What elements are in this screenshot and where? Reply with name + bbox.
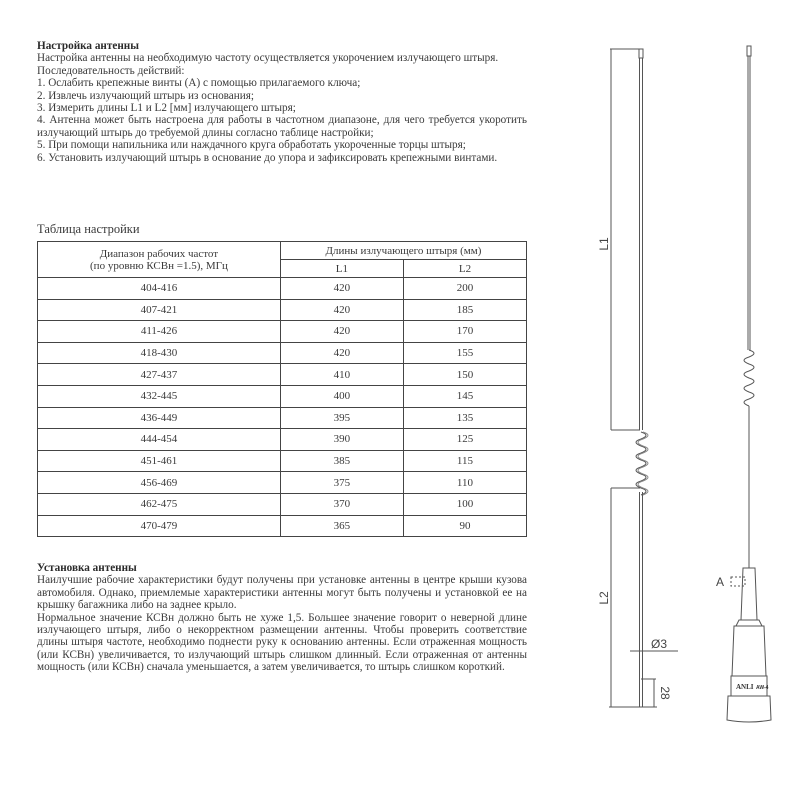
cell-range: 418-430 (38, 342, 281, 364)
label-screw-a: A (716, 575, 725, 589)
label-diameter: Ø3 (651, 637, 668, 651)
cell-l1: 385 (280, 450, 403, 472)
setup-section (37, 40, 527, 164)
step-3: 3. Измерить длины L1 и L2 [мм] излучающего штыря; (37, 102, 296, 115)
cell-range: 411-426 (38, 321, 281, 343)
step-5: 5. При помощи напильника или наждачного круга обработать укороченные торцы штыря; (37, 139, 466, 152)
table-row (38, 429, 527, 451)
table-row (38, 299, 527, 321)
cell-range: 404-416 (38, 278, 281, 300)
table-row (38, 472, 527, 494)
label-l2: L2 (597, 591, 611, 605)
header-l1: L1 (280, 260, 403, 278)
setup-intro: Настройка антенны на необходимую частоту осуществляется укорочением излучающего штыря. (37, 52, 499, 65)
cell-range: 462-475 (38, 493, 281, 515)
cell-range: 470-479 (38, 515, 281, 537)
cell-l2: 135 (403, 407, 526, 429)
header-l2: L2 (403, 260, 526, 278)
antenna-diagram (580, 30, 800, 740)
install-section (37, 562, 527, 674)
cell-l1: 370 (280, 493, 403, 515)
cell-l2: 125 (403, 429, 526, 451)
cell-l2: 200 (403, 278, 526, 300)
cell-l1: 420 (280, 321, 403, 343)
cell-l2: 100 (403, 493, 526, 515)
cell-l2: 145 (403, 385, 526, 407)
tuning-table (37, 241, 527, 537)
cell-l2: 90 (403, 515, 526, 537)
brand-label: ANLI (736, 683, 754, 691)
header-range-line1: Диапазон рабочих частот (99, 247, 219, 260)
setup-title: Настройка антенны (37, 40, 139, 52)
model-label: AW-4 (756, 685, 769, 691)
cell-l1: 375 (280, 472, 403, 494)
cell-range: 451-461 (38, 450, 281, 472)
install-para-1: Наилучшие рабочие характеристики будут получены при установке антенны в центре крыши кузова автомобиля. Однако, приемлемые характеристики антенны могут быть получены и установкой ее на крышку багажника либо на заднее крыло. (37, 574, 527, 612)
header-range-line2: (по уровню КСВн =1.5), МГц (90, 259, 228, 272)
step-6: 6. Установить излучающий штырь в основание до упора и зафиксировать крепежными винтами. (37, 151, 498, 164)
header-lengths: Длины излучающего штыря (мм) (280, 242, 526, 260)
cell-l1: 420 (280, 299, 403, 321)
cell-l2: 170 (403, 321, 526, 343)
header-range (38, 242, 281, 278)
table-row (38, 450, 527, 472)
cell-l2: 115 (403, 450, 526, 472)
table-title: Таблица настройки (37, 222, 140, 236)
table-row (38, 342, 527, 364)
cell-l1: 395 (280, 407, 403, 429)
cell-range: 444-454 (38, 429, 281, 451)
label-l1: L1 (597, 237, 611, 251)
cell-l1: 365 (280, 515, 403, 537)
assembled-antenna-drawing (727, 46, 771, 722)
cell-l1: 410 (280, 364, 403, 386)
label-28: 28 (658, 686, 672, 700)
cell-range: 432-445 (38, 385, 281, 407)
table-row (38, 385, 527, 407)
cell-l1: 420 (280, 278, 403, 300)
cell-range: 407-421 (38, 299, 281, 321)
step-2: 2. Извлечь излучающий штырь из основания; (37, 89, 254, 102)
cell-l1: 420 (280, 342, 403, 364)
step-4: 4. Антенна может быть настроена для работы в частотном диапазоне, для чего требуется укоротить излучающий штырь до требуемой длины согласно таблице настройки; (37, 114, 527, 139)
cell-range: 456-469 (38, 472, 281, 494)
table-row (38, 364, 527, 386)
cell-range: 427-437 (38, 364, 281, 386)
table-row (38, 407, 527, 429)
cell-l2: 150 (403, 364, 526, 386)
cell-l2: 185 (403, 299, 526, 321)
cell-l2: 110 (403, 472, 526, 494)
cell-l2: 155 (403, 342, 526, 364)
table-row (38, 515, 527, 537)
table-row (38, 493, 527, 515)
install-para-2: Нормальное значение КСВн должно быть не хуже 1,5. Большее значение говорит о неверной длине излучающего штыря, либо о некорректном размещении антенны. Чтобы проверить соответствие длины штыря частоте, необходимо поднести руку к основанию антенны. Если отраженная мощность (или КСВн) увеличивается, то излучающий штырь слишком длинный. Если отраженная от антенны мощность (или КСВн) сначала уменьшается, а затем увеличивается, то штырь слишком короткий. (37, 611, 527, 674)
whip-dimension-drawing (609, 49, 678, 707)
table-row (38, 278, 527, 300)
cell-l1: 390 (280, 429, 403, 451)
sequence-label: Последовательность действий: (37, 64, 185, 77)
install-title: Установка антенны (37, 562, 137, 574)
cell-l1: 400 (280, 385, 403, 407)
step-1: 1. Ослабить крепежные винты (А) с помощью прилагаемого ключа; (37, 77, 361, 90)
table-row (38, 321, 527, 343)
cell-range: 436-449 (38, 407, 281, 429)
